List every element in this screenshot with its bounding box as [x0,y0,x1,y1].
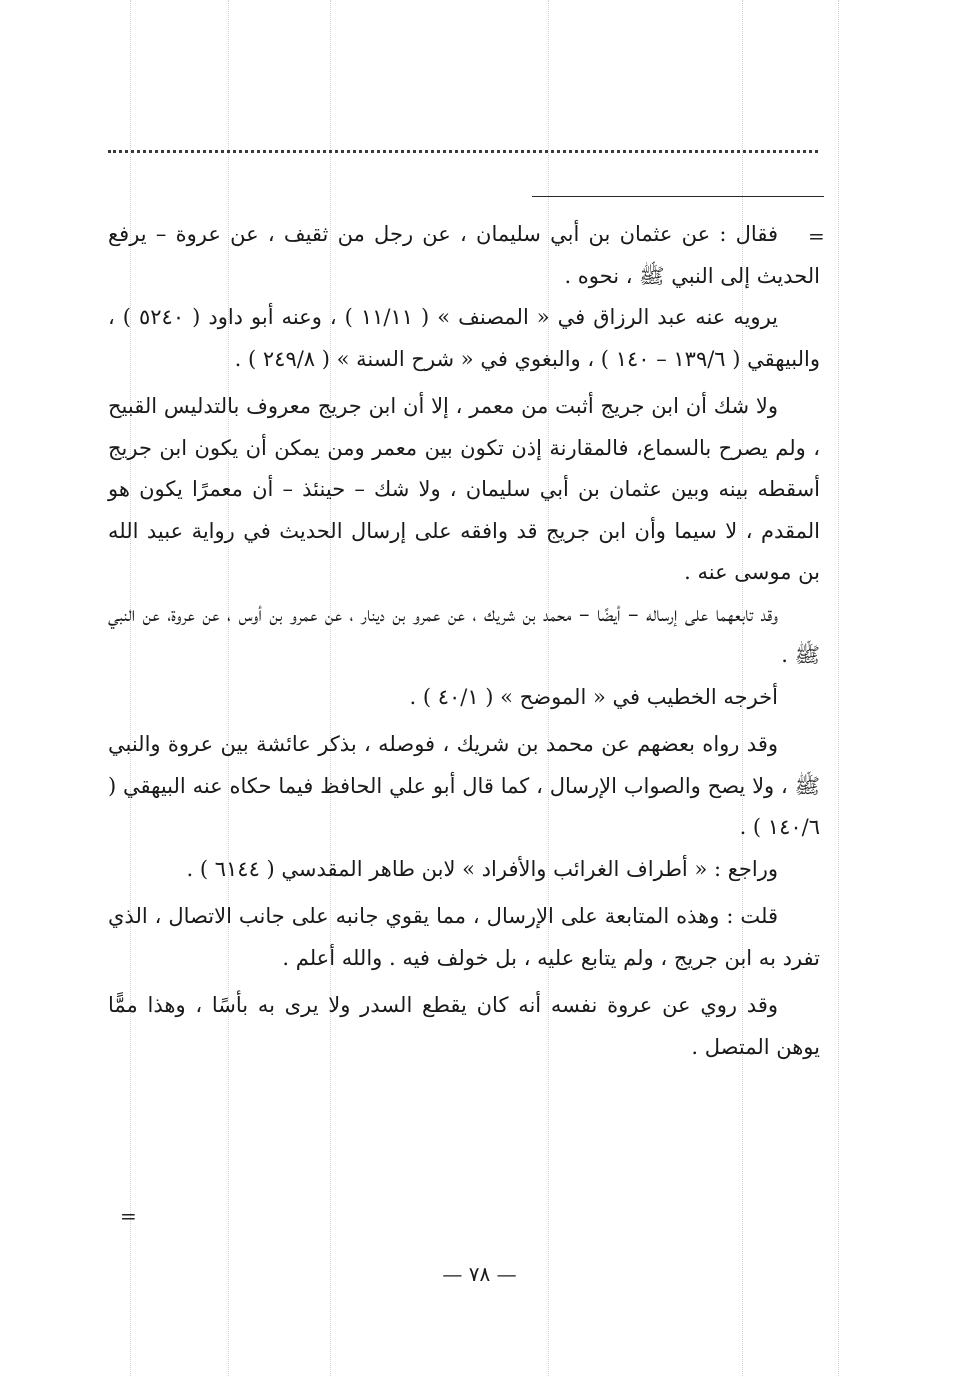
continuation-mark-bottom: = [120,1204,137,1228]
paragraph: قلت : وهذه المتابعة على الإرسال ، مما يقوي جانبه على جانب الاتصال ، الذي تفرد به ابن جريج ، ولم يتابع عليه ، بل خولف فيه . والله أعلم . [108,904,820,970]
page-number: — ٧٨ — [442,1262,517,1286]
footnote-separator-rule [532,196,824,197]
scan-guide-line [838,0,839,1376]
paragraph: وراجع : « أطراف الغرائب والأفراد » لابن طاهر المقدسي ( ٦١٤٤ ) . [186,856,778,881]
footnote-text [108,214,820,1068]
paragraph: وقد تابعهما على إرساله – أيضًا – محمد بن شريك ، عن عمرو بن دينار ، عن عمرو بن أوس ، عن عروة، عن النبي ﷺ . [108,601,820,667]
paragraph: وقد روي عن عروة نفسه أنه كان يقطع السدر ولا يرى به بأسًا ، وهذا ممًّا يوهن المتصل . [108,993,820,1059]
paragraph: أخرجه الخطيب في « الموضح » ( ٤٠/١ ) . [409,684,778,709]
paragraph: ولا شك أن ابن جريج أثبت من معمر ، إلا أن ابن جريج معروف بالتدليس القبيح ، ولم يصرح بالسماع، فالمقارنة إذن تكون بين معمر ومن يمكن أن يكون ابن جريج أسقطه بينه وبين عثمان بن أبي سليمان ، ولا شك – حينئذ – أن معمرًا يكون هو المقدم ، لا سيما وأن ابن جريج قد وافقه على إرسال الحديث في رواية عبيد الله بن موسى عنه . [108,394,820,584]
paragraph: فقال : عن عثمان بن أبي سليمان ، عن رجل من ثقيف ، عن عروة – يرفع الحديث إلى النبي ﷺ ، نحوه . [108,222,820,288]
dotted-separator [108,150,818,153]
continuation-mark-top: = [808,224,825,248]
paragraph: وقد رواه بعضهم عن محمد بن شريك ، فوصله ، بذكر عائشة بين عروة والنبي ﷺ ، ولا يصح والصواب الإرسال ، كما قال أبو علي الحافظ فيما حكاه عنه البيهقي ( ١٤٠/٦ ) . [108,732,820,839]
paragraph: يرويه عنه عبد الرزاق في « المصنف » ( ١١/١١ ) ، وعنه أبو داود ( ٥٢٤٠ ) ، والبيهقي ( ١٣٩/٦ – ١٤٠ ) ، والبغوي في « شرح السنة » ( ٢٤٩/٨ ) . [108,305,820,371]
